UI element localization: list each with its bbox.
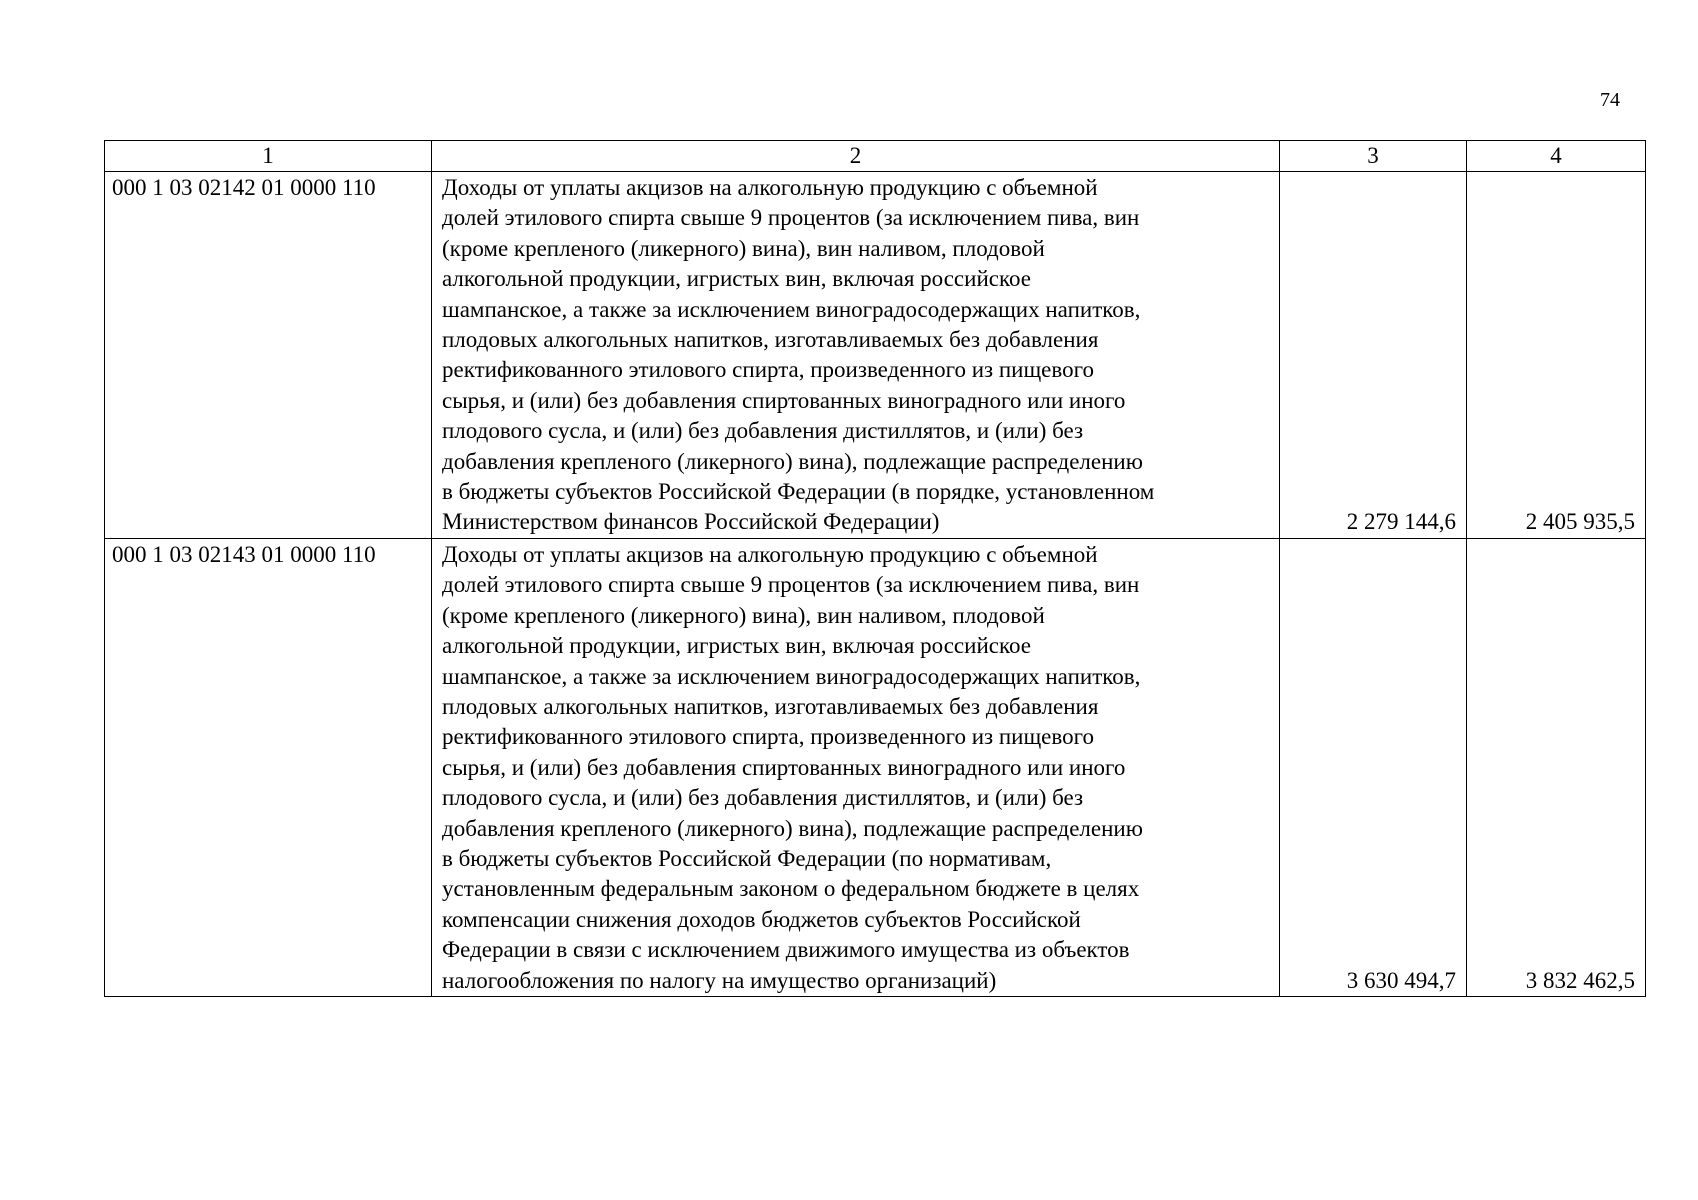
- table-row: [105, 172, 1646, 539]
- description-line: долей этилового спирта свыше 9 процентов (за исключением пива, вин: [442, 205, 1140, 231]
- amount-col3-cell: 2 279 144,6: [1280, 172, 1467, 539]
- description-line: алкогольной продукции, игристых вин, включая российское: [442, 633, 1031, 659]
- description-line: установленным федеральным законом о федеральном бюджете в целях: [442, 876, 1140, 902]
- budget-code-cell: 000 1 03 02142 01 0000 110: [105, 172, 432, 539]
- description-line: Министерством финансов Российской Федерации): [442, 509, 940, 535]
- description-line: (кроме крепленого (ликерного) вина), вин наливом, плодовой: [442, 235, 1045, 261]
- description-line: добавления крепленого (ликерного) вина), подлежащие распределению: [442, 815, 1143, 841]
- amount-col4-cell: 3 832 462,5: [1467, 538, 1646, 996]
- description-line: сырья, и (или) без добавления спиртованных виноградного или иного: [442, 387, 1126, 413]
- description-line: добавления крепленого (ликерного) вина), подлежащие распределению: [442, 448, 1143, 474]
- column-header-3: 3: [1280, 141, 1467, 172]
- description-line: Федерации в связи с исключением движимого имущества из объектов: [442, 937, 1130, 963]
- page-number: 74: [1600, 89, 1620, 111]
- description-line: ректификованного этилового спирта, произведенного из пищевого: [442, 357, 1094, 383]
- table-row: [105, 538, 1646, 996]
- description-line: алкогольной продукции, игристых вин, включая российское: [442, 266, 1031, 292]
- description-line: плодовых алкогольных напитков, изготавливаемых без добавления: [442, 693, 1099, 719]
- description-cell: [432, 538, 1280, 996]
- description-line: в бюджеты субъектов Российской Федерации (в порядке, установленном: [442, 479, 1155, 505]
- description-line: ректификованного этилового спирта, произведенного из пищевого: [442, 724, 1094, 750]
- column-header-4: 4: [1467, 141, 1646, 172]
- description-line: шампанское, а также за исключением виноградосодержащих напитков,: [442, 296, 1141, 322]
- budget-code-cell: 000 1 03 02143 01 0000 110: [105, 538, 432, 996]
- description-line: Доходы от уплаты акцизов на алкогольную продукцию с объемной: [442, 175, 1098, 200]
- budget-table: [104, 140, 1646, 997]
- description-line: плодового сусла, и (или) без добавления дистиллятов, и (или) без: [442, 785, 1084, 811]
- description-line: шампанское, а также за исключением виноградосодержащих напитков,: [442, 663, 1141, 689]
- description-line: плодовых алкогольных напитков, изготавливаемых без добавления: [442, 327, 1099, 353]
- description-line: Доходы от уплаты акцизов на алкогольную продукцию с объемной: [442, 541, 1098, 567]
- description-line: долей этилового спирта свыше 9 процентов (за исключением пива, вин: [442, 572, 1140, 598]
- description-line: (кроме крепленого (ликерного) вина), вин наливом, плодовой: [442, 602, 1045, 628]
- description-cell: [432, 172, 1280, 539]
- description-line: в бюджеты субъектов Российской Федерации (по нормативам,: [442, 845, 1052, 871]
- header-row: [105, 141, 1646, 172]
- description-line: сырья, и (или) без добавления спиртованных виноградного или иного: [442, 754, 1126, 780]
- amount-col4-cell: 2 405 935,5: [1467, 172, 1646, 539]
- description-line: налогообложения по налогу на имущество организаций): [442, 967, 997, 993]
- column-header-2: 2: [432, 141, 1280, 172]
- amount-col3-cell: 3 630 494,7: [1280, 538, 1467, 996]
- description-line: плодового сусла, и (или) без добавления дистиллятов, и (или) без: [442, 418, 1084, 444]
- description-line: компенсации снижения доходов бюджетов субъектов Российской: [442, 906, 1081, 932]
- column-header-1: 1: [105, 141, 432, 172]
